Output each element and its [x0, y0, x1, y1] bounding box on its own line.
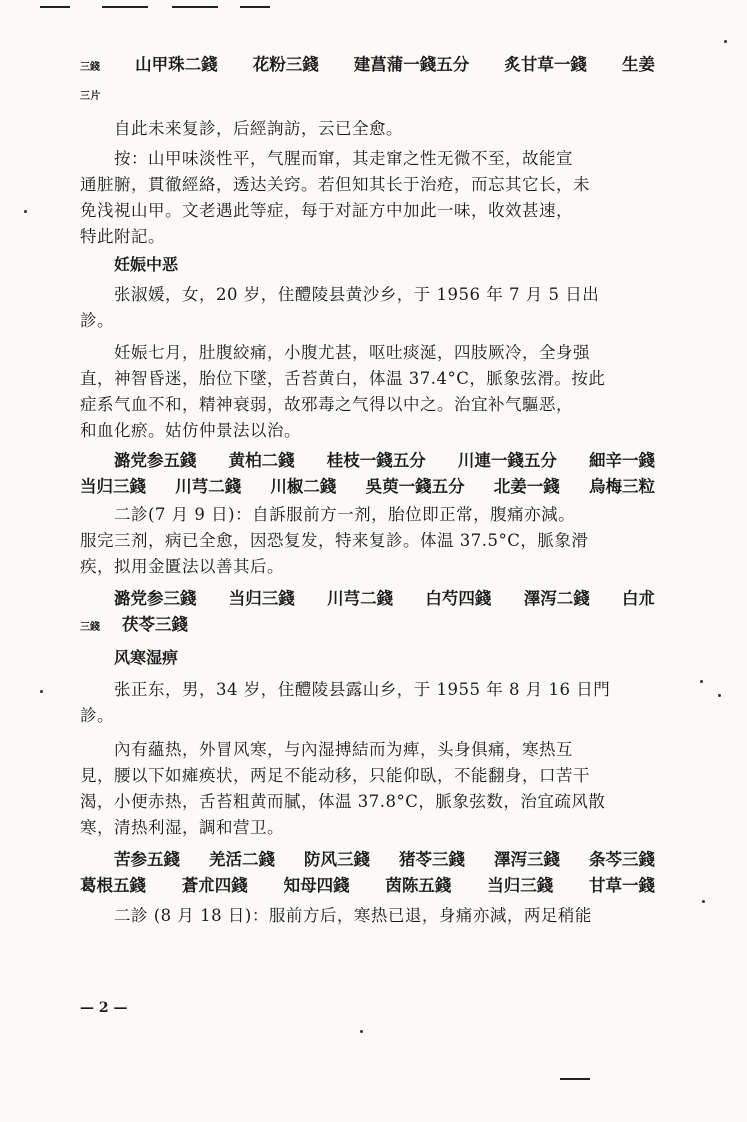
herb-item: 葛根五錢 [80, 876, 146, 895]
paragraph: 二診 (8 月 18 日)：服前方后，寒热已退，身痛亦減，两足稍能 [114, 906, 592, 925]
paragraph-line: 疾，拟用金匱法以善其后。 [80, 557, 284, 576]
page-number: — 2 — [80, 1000, 128, 1016]
scan-speck [700, 680, 703, 683]
herb-item: 当归三錢 [228, 589, 295, 608]
paragraph-line: 寒，清热利湿，調和营卫。 [80, 818, 284, 837]
herb-item: 澤泻三錢 [494, 850, 560, 869]
prescription-line [80, 474, 655, 500]
herb-item: 黄柏二錢 [228, 451, 295, 470]
prescription-line [80, 52, 655, 81]
herb-item: 山甲珠二錢 [135, 55, 218, 74]
herb-item: 茵陈五錢 [385, 876, 452, 895]
paragraph-line: 渴，小便赤热，舌苔粗黄而膩，体温 37.8°C，脈象弦数，治宜疏风散 [80, 792, 606, 811]
herb-item: 防风三錢 [304, 850, 370, 869]
herb-item: 吳萸一錢五分 [365, 477, 465, 496]
scan-speck [702, 900, 705, 903]
herb-item: 花粉三錢 [252, 55, 319, 74]
scan-speck [718, 694, 721, 697]
herb-item: 細辛一錢 [589, 451, 655, 470]
scan-mark [560, 1078, 590, 1080]
paragraph-line: 和血化瘀。姑仿仲景法以治。 [80, 421, 301, 440]
herb-item: 知母四錢 [283, 876, 350, 895]
scan-speck [40, 690, 43, 693]
herb-item: 建菖蒲一錢五分 [353, 55, 470, 74]
top-rule [240, 6, 270, 8]
herb-item: 白朮 [621, 589, 655, 608]
herb-item: 苦参五錢 [114, 850, 180, 869]
paragraph-line: 特此附記。 [80, 227, 165, 246]
paragraph-line: 症系气血不和，精神衰弱，故邪毒之气得以中之。治宜补气驅恶， [80, 395, 573, 414]
herb-item: 生姜 [621, 55, 655, 74]
herb-item: 条芩三錢 [589, 850, 655, 869]
prescription-line [80, 586, 655, 612]
top-rule [40, 6, 70, 8]
scan-speck [360, 1030, 363, 1033]
herb-item: 当归三錢 [80, 477, 146, 496]
section-heading: 妊娠中恶 [114, 255, 179, 274]
paragraph: 张淑媛，女，20 岁，住醴陵县黄沙乡，于 1956 年 7 月 5 日出 [114, 285, 600, 304]
prescription-line [80, 612, 655, 641]
paragraph: 妊娠七月，肚腹絞痛，小腹尤甚，呕吐痰涎，四肢厥冷，全身强 [114, 343, 590, 362]
paragraph: 自此未来复診，后經詢訪，云已全愈。 [114, 119, 403, 138]
herb-item: 烏梅三粒 [588, 477, 655, 496]
paragraph: 二診(7 月 9 日)：自訴服前方一剂，胎位即正常，腹痛亦減。 [114, 505, 576, 524]
herb-item: 川連一錢五分 [457, 451, 557, 470]
herb-item: 川芎二錢 [327, 589, 394, 608]
paragraph-line: 通脏腑，貫徹經絡，透达关窍。若但知其长于治疮，而忘其它长，未 [80, 175, 590, 194]
top-rule [172, 6, 218, 8]
paragraph-line: 診。 [80, 311, 114, 330]
scan-speck [724, 40, 727, 43]
prescription-line [80, 448, 655, 474]
herb-item: 当归三錢 [487, 876, 554, 895]
herb-item: 白芍四錢 [425, 589, 492, 608]
herb-item: 羌活二錢 [209, 850, 275, 869]
herb-item: 川芎二錢 [175, 477, 242, 496]
prescription-line [80, 873, 655, 899]
scan-speck [24, 210, 27, 213]
paragraph-line: 診。 [80, 706, 114, 725]
herb-item: 北姜一錢 [493, 477, 560, 496]
paragraph-line: 直，神智昏迷，胎位下墜，舌苔黄白，体温 37.4°C，脈象弦滑。按此 [80, 369, 606, 388]
herb-item: 川椒二錢 [270, 477, 337, 496]
paragraph: 內有蘊热，外冒风寒，与內湿搏結而为痺，头身俱痛，寒热互 [114, 740, 573, 759]
prescription-line [80, 847, 655, 873]
page-body [80, 40, 655, 929]
paragraph-line: 見，腰以下如瘫痪状，两足不能动移，只能仰臥，不能翻身，口苦干 [80, 766, 590, 785]
top-rule [102, 6, 148, 8]
text-line: 三片 [80, 91, 101, 102]
herb-item: 猪苓三錢 [399, 850, 465, 869]
herb-item: 茯苓三錢 [122, 615, 188, 634]
herb-item: 三錢 [80, 62, 100, 73]
section-heading: 风寒湿痹 [114, 648, 179, 667]
herb-item: 甘草一錢 [588, 876, 655, 895]
herb-item: 蒼朮四錢 [181, 876, 248, 895]
herb-item: 澤泻二錢 [523, 589, 590, 608]
paragraph-line: 免浅視山甲。文老遇此等症，每于对証方中加此一味，收效甚速， [80, 201, 573, 220]
herb-item: 潞党参五錢 [114, 451, 197, 470]
paragraph-line: 服完三剂，病已全愈，因恐复发，特来复診。体温 37.5°C，脈象滑 [80, 531, 589, 550]
paragraph: 按：山甲味淡性平，气腥而窜，其走窜之性无微不至，故能宣 [114, 149, 573, 168]
herb-item: 潞党参三錢 [114, 589, 197, 608]
herb-item: 桂枝一錢五分 [326, 451, 426, 470]
paragraph: 张正东，男，34 岁，住醴陵县露山乡，于 1955 年 8 月 16 日門 [114, 680, 611, 699]
herb-item: 炙甘草一錢 [504, 55, 587, 74]
herb-item: 三錢 [80, 622, 100, 633]
